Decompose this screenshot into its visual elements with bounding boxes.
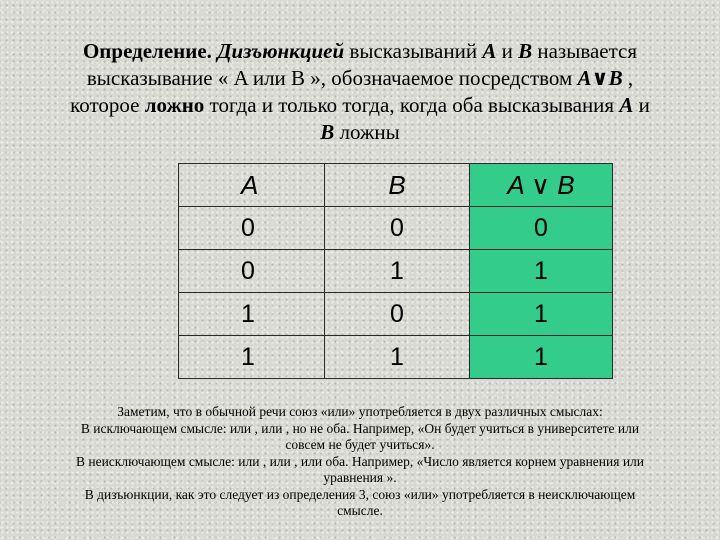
definition-line-4 [0, 119, 720, 146]
cell-a: 1 [179, 293, 325, 336]
cell-a: 0 [179, 207, 325, 250]
definition-line-3 [0, 92, 720, 119]
note-line: смысле. [337, 503, 383, 518]
disjunction-symbol: ∨ [591, 66, 609, 90]
false-word: ложно [144, 93, 205, 117]
variable-a: A [619, 93, 634, 117]
truth-table-header-row [179, 164, 613, 207]
definition-line-1 [0, 38, 720, 65]
definition-text-part: называется [532, 39, 638, 63]
header-a: A [179, 164, 325, 207]
cell-b: 0 [325, 207, 470, 250]
note-line: В дизъюнкции, как это следует из определения 3, союз «или» употребляется в неисключающем [84, 486, 636, 502]
note-line: уравнения ». [323, 470, 397, 485]
variable-b: B [320, 120, 335, 144]
table-row [179, 250, 613, 293]
truth-table [178, 163, 613, 379]
definition-line-2 [0, 65, 720, 92]
cell-a-or-b: 1 [470, 293, 613, 336]
note-text [8, 404, 712, 520]
note-line: В исключающем смысле: или , или , но не оба. Например, «Он будет учиться в университете или [80, 420, 640, 436]
table-row [179, 336, 613, 379]
cell-a: 1 [179, 336, 325, 379]
header-a-or-b: A ∨ B [470, 164, 613, 207]
cell-b: 0 [325, 293, 470, 336]
table-row [179, 207, 613, 250]
cell-a-or-b: 0 [470, 207, 613, 250]
definition-text-part: и [633, 93, 650, 117]
definition-text-part: , [622, 66, 634, 90]
definition-term: Дизъюнкцией [217, 39, 345, 63]
variable-b: B [518, 39, 533, 63]
cell-b: 1 [325, 336, 470, 379]
definition-text-part: высказывание « A или B », обозначаемое посредством [86, 66, 578, 90]
definition-text-part: ложны [334, 120, 400, 144]
cell-a-or-b: 1 [470, 336, 613, 379]
formula-var-b: B [608, 66, 623, 90]
cell-a-or-b: 1 [470, 250, 613, 293]
note-line: совсем не будет учиться». [285, 437, 435, 452]
definition-text-part: тогда и только тогда, когда оба высказывания [204, 93, 620, 117]
table-row [179, 293, 613, 336]
definition-text-part: и [496, 39, 519, 63]
variable-a: A [482, 39, 497, 63]
note-line: В неисключающем смысле: или , или , или оба. Например, «Число является корнем уравнения или [75, 453, 645, 469]
cell-a: 0 [179, 250, 325, 293]
definition-text [0, 38, 720, 146]
definition-text-part: высказываний [344, 39, 483, 63]
formula-var-a: A [577, 66, 592, 90]
header-b: B [325, 164, 470, 207]
definition-label: Определение. [82, 39, 212, 63]
definition-text-part: которое [70, 93, 145, 117]
cell-b: 1 [325, 250, 470, 293]
note-line: Заметим, что в обычной речи союз «или» употребляется в двух различных смыслах: [117, 404, 603, 419]
